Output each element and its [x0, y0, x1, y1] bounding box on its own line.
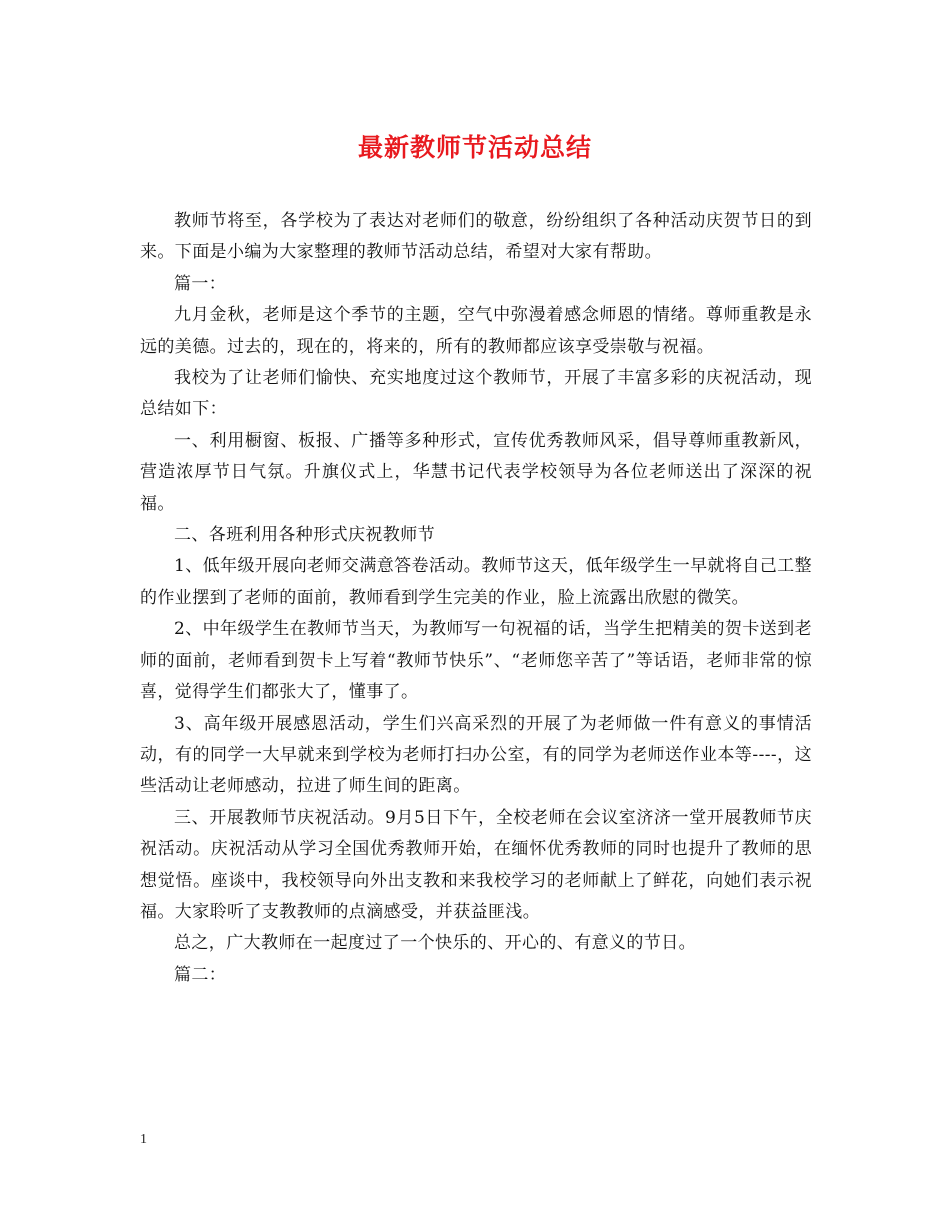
paragraph: 一、利用橱窗、板报、广播等多种形式，宣传优秀教师风采，倡导尊师重教新风，营造浓厚节日气氛。升旗仪式上，华慧书记代表学校领导为各位老师送出了深深的祝福。 [140, 430, 812, 514]
paragraph: 总之，广大教师在一起度过了一个快乐的、开心的、有意义的节日。 [174, 933, 696, 954]
paragraph: 二、各班利用各种形式庆祝教师节 [174, 525, 435, 546]
paragraph: 三、开展教师节庆祝活动。9月5日下午，全校老师在会议室济济一堂开展教师节庆祝活动。庆祝活动从学习全国优秀教师开始，在缅怀优秀教师的同时也提升了教师的思想觉悟。座谈中，我校领导向外出支教和来我校学习的老师献上了鲜花，向她们表示祝福。大家聆听了支教教师的点滴感受，并获益匪浅。 [140, 807, 812, 922]
section-heading-part-one: 篇一： [174, 273, 227, 294]
page-number: 1 [140, 1132, 147, 1147]
document-body [140, 206, 812, 991]
paragraph-intro: 教师节将至，各学校为了表达对老师们的敬意，纷纷组织了各种活动庆贺节日的到来。下面是小编为大家整理的教师节活动总结，希望对大家有帮助。 [140, 211, 812, 263]
paragraph: 3、高年级开展感恩活动，学生们兴高采烈的开展了为老师做一件有意义的事情活动，有的同学一大早就来到学校为老师打扫办公室，有的同学为老师送作业本等----，这些活动让老师感动，拉进了师生间的距离。 [140, 713, 812, 797]
section-heading-part-two: 篇二： [174, 964, 227, 985]
paragraph: 2、中年级学生在教师节当天，为教师写一句祝福的话，当学生把精美的贺卡送到老师的面前，老师看到贺卡上写着“教师节快乐”、“老师您辛苦了”等话语，老师非常的惊喜，觉得学生们都张大了，懂事了。 [140, 619, 812, 703]
paragraph: 我校为了让老师们愉快、充实地度过这个教师节，开展了丰富多彩的庆祝活动，现总结如下： [140, 368, 812, 420]
document-title: 最新教师节活动总结 [357, 133, 592, 162]
paragraph: 1、低年级开展向老师交满意答卷活动。教师节这天，低年级学生一早就将自己工整的作业摆到了老师的面前，教师看到学生完美的作业，脸上流露出欣慰的微笑。 [140, 556, 812, 608]
paragraph: 九月金秋，老师是这个季节的主题，空气中弥漫着感念师恩的情绪。尊师重教是永远的美德。过去的，现在的，将来的，所有的教师都应该享受崇敬与祝福。 [140, 305, 812, 357]
